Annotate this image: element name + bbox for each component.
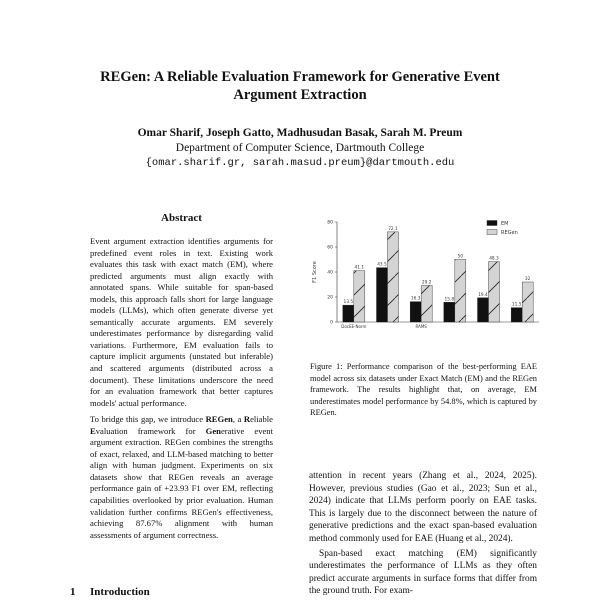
bar-em [444,302,455,322]
bar-value-label: 48.3 [489,256,499,262]
bar-value-label: 15.8 [444,297,455,303]
title-line-2: Argument Extraction [233,87,367,103]
section-number: 1 [70,586,76,598]
bar-regen [455,260,466,323]
acronym-letter: E [90,425,96,436]
bar-value-label: 50 [457,254,464,260]
figure-1-bar-chart [307,210,552,360]
section-title: Introduction [90,586,150,598]
bar-value-label: 11.5 [511,302,522,308]
figure-caption: Figure 1: Performance comparison of the best-performing EAE model across six datasets under Exact Match (EM) and the REGen framework. The results highlight that, on average, EM underestimates model performance by 54.8%, which is captured by REGen. [310,362,537,417]
y-tick-label: 80 [327,220,333,226]
bar-value-label: 43.5 [377,262,387,268]
y-tick-label: 40 [327,270,333,276]
affiliation: Department of Computer Science, Dartmouth College [175,142,425,154]
y-axis-label: F1 Score [312,261,318,283]
bar-em [343,305,354,322]
paper-title [40,68,560,104]
x-tick-label: DocEE-Norm [341,324,367,329]
intro-paragraph-2: Span-based exact matching (EM) significantly underestimates the performance of LLMs as they often predict accurate arguments in surface forms that differ from the ground truth. For exam- [309,548,537,597]
abstract-text: To bridge this gap, we introduce [90,414,206,425]
abstract-body [90,236,273,546]
bar-value-label: 29.2 [421,280,432,286]
abstract-text: eliable [250,414,273,425]
bar-regen [489,262,500,322]
abstract-heading: Abstract [161,212,202,224]
legend-swatch-regen [487,230,497,235]
abstract-paragraph-2 [90,414,273,541]
legend-label-em: EM [501,221,509,227]
bar-value-label: 72.1 [388,226,398,232]
bar-regen [421,286,432,323]
author-emails: {omar.sharif.gr, sarah.masud.preum}@dartmouth.edu [145,157,455,169]
intro-body [309,470,537,598]
bar-em [410,302,421,322]
acronym-letter: Gen [205,425,221,436]
abstract-text: , a [232,414,244,425]
bar-regen [388,232,399,322]
bar-regen [354,271,365,322]
bar-em [377,268,388,322]
bar-value-label: 32 [524,277,531,282]
bar-value-label: 41.1 [354,265,365,271]
x-tick-label: RAMS [415,324,427,329]
legend-swatch-em [487,221,497,226]
y-tick-label: 60 [327,245,333,251]
title-line-1: REGen: A Reliable Evaluation Framework for Generative Event [100,69,500,85]
abstract-text: valuation framework for [95,425,206,436]
bar-value-label: 13.5 [343,300,354,306]
author-list: Omar Sharif, Joseph Gatto, Madhusudan Basak, Sarah M. Preum [137,127,463,139]
bar-em [511,308,522,322]
abstract-paragraph-1: Event argument extraction identifies arguments for predefined event roles in text. Existing work evaluates this task with exact match (EM), where predicted arguments must align exactly with annotated spans. While suitable for span-based models, this approach falls short for large language models (LLMs), which often generate diverse yet semantically accurate arguments. EM severely underestimates performance by disregarding valid variations. Furthermore, EM evaluation fails to capture implicit arguments (unstated but inferable) and scattered arguments (distributed across a document). These limitations underscore the need for an evaluation framework that better captures models' actual performance. [90,236,273,408]
bar-em [478,298,489,322]
y-tick-label: 0 [330,320,333,326]
abstract-text: erative event argument extraction. REGen combines the strengths of exact, relaxed, and LLM-based matching to better align with human judgment. Experiments on six datasets show that REGen reveals an average performance gain of +23.93 F1 over EM, reflecting capabilities overlooked by prior evaluation. Human validation further confirms REGen's effectiveness, achieving 87.67% alignment with human assessments of argument correctness. [90,425,273,540]
acronym-letter: R [243,414,251,425]
bar-value-label: 16.3 [410,296,421,302]
bar-regen [522,282,533,322]
bar-value-label: 19.4 [478,292,488,298]
intro-paragraph-1: attention in recent years (Zhang et al., 2024, 2025). However, previous studies (Gao et al., 2023; Sun et al., 2024) indicate that LLMs perform poorly on EAE tasks. This is largely due to the disconnect between the nature of generative predictions and the exact span-based evaluation method commonly used for EAE (Huang et al., 2024). [309,471,537,544]
section-heading [70,586,150,598]
regen-name: REGen [205,414,233,425]
legend-label-regen: REGen [501,230,518,236]
y-tick-label: 20 [327,295,333,301]
